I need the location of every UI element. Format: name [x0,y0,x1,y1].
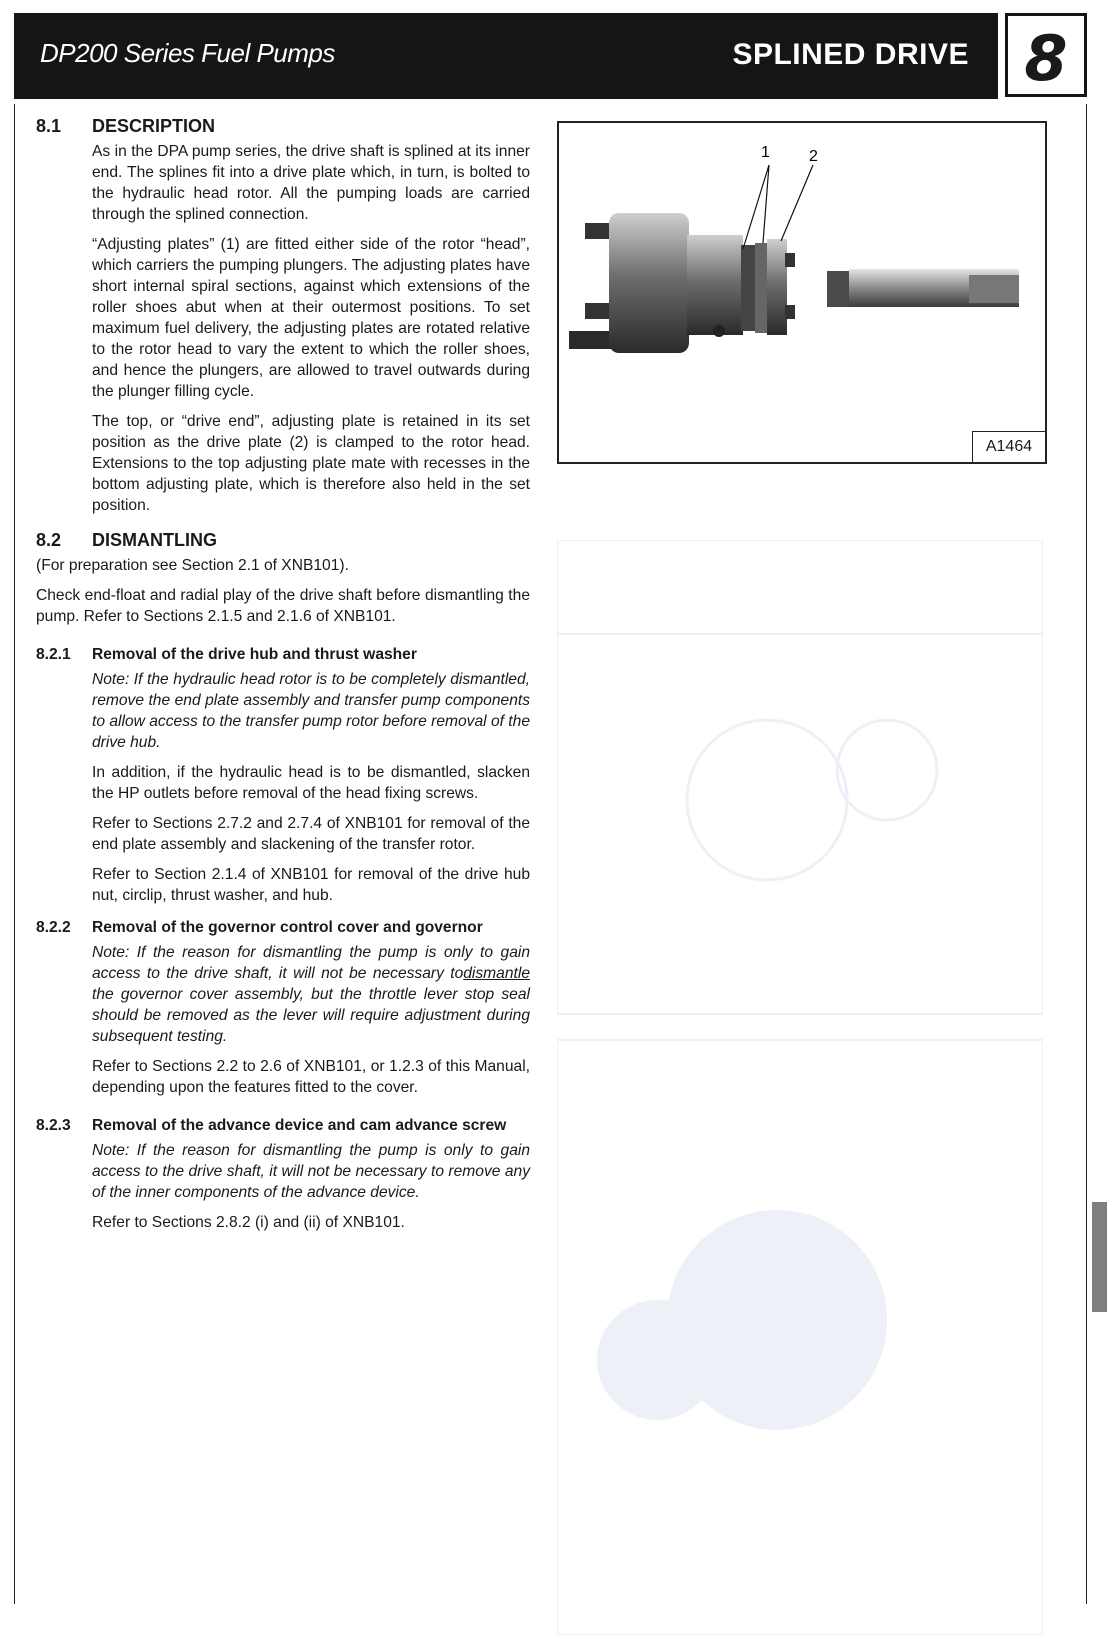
subsection-number: 8.2.3 [36,1117,71,1134]
paragraph: Check end-float and radial play of the drive shaft before dismantling the pump. Refer to Sections 2.1.5 and 2.1.6 of XNB101. [36,587,530,625]
series-title: DP200 Series Fuel Pumps [40,38,335,68]
subsection-number: 8.2.1 [36,646,71,663]
subsection-number: 8.2.2 [36,919,71,936]
chapter-number-box [1005,13,1087,97]
paragraph: Refer to Sections 2.2 to 2.6 of XNB101, or 1.2.3 of this Manual, depending upon the features fitted to the cover. [92,1058,530,1096]
section-heading-8-1 [36,116,530,137]
subsection-title: Removal of the governor control cover and governor [92,919,483,936]
note: Note: If the reason for dismantling the pump is only to gain access to the drive shaft, it will not be necessary to remove any of the inner components of the advance device. [92,1142,530,1201]
adjusting-plate [755,243,767,333]
subsection-heading-8-2-1 [36,645,530,665]
figure-caption: A1464 [972,431,1045,462]
paragraph: Refer to Sections 2.7.2 and 2.7.4 of XNB101 for removal of the end plate assembly and slackening of the transfer rotor. [92,815,530,853]
section-title: DISMANTLING [92,530,217,550]
paragraph: Refer to Sections 2.8.2 (i) and (ii) of XNB101. [92,1214,405,1231]
subsection-title: Removal of the drive hub and thrust washer [92,646,417,663]
subsection-title: Removal of the advance device and cam advance screw [92,1117,507,1134]
outlet-stud [569,331,615,349]
shaft-splines [827,271,851,307]
note-text: the governor cover assembly, but the throttle lever stop seal should be removed as the lever will require adjustment during subsequent testing. [92,986,530,1045]
text-column [36,112,530,1242]
note-underlined: dismantle [463,965,530,982]
paragraph: Refer to Section 2.1.4 of XNB101 for removal of the drive hub nut, circlip, thrust washer, and hub. [92,866,530,904]
note-text: Note: If the reason for dismantling the pump is only to gain access to the drive shaft, it will not be necessary to [92,944,530,982]
section-title: DESCRIPTION [92,116,216,136]
section-number: 8.2 [36,530,62,550]
callout-1: 1 [761,144,770,161]
callout-2: 2 [809,148,818,165]
section-number: 8.1 [36,116,62,136]
rotor-body [687,235,743,335]
section-heading-8-2 [36,530,530,551]
paragraph: In addition, if the hydraulic head is to be dismantled, slacken the HP outlets before removal of the head fixing screws. [92,764,530,802]
drive-shaft-photo [557,121,1047,464]
paragraph: As in the DPA pump series, the drive shaft is splined at its inner end. The splines fit into a drive plate which, in turn, is bolted to the hydraulic head rotor. All the pumping loads are carried through the splined connection. [92,143,530,223]
section-title: SPLINED DRIVE [732,38,969,71]
note: Note: If the hydraulic head rotor is to be completely dismantled, remove the end plate assembly and transfer pump components to allow access to the transfer pump rotor before removal of the drive hub. [92,671,530,751]
drive-plate [767,239,787,335]
rotor-head [609,213,689,353]
chapter-number: 8 [1024,22,1068,95]
adjusting-plate [741,245,755,331]
drive-assembly-illustration [559,123,1045,462]
subsection-heading-8-2-3 [36,1116,530,1136]
paragraph: (For preparation see Section 2.1 of XNB101). [36,557,349,574]
subsection-heading-8-2-2 [36,918,530,938]
paragraph: The top, or “drive end”, adjusting plate is retained in its set position as the drive plate (2) is clamped to the rotor head. Extensions to the top adjusting plate mate with recesses in the bottom adjusting plate, which is therefore also held in the set position. [92,413,530,514]
note [92,942,530,1047]
paragraph: “Adjusting plates” (1) are fitted either side of the rotor “head”, which carriers the pumping plungers. The adjusting plates have short internal spiral sections, against which extensions of the roller shoes abut when at their outermost positions. To set maximum fuel delivery, the adjusting plates are rotated relative to the rotor head to vary the extent to which the roller shoes, and hence the plungers, are allowed to travel outwards during the plunger filling cycle. [92,236,530,400]
show-through-illustration [557,540,1043,1635]
chapter-side-tab [1092,1202,1107,1312]
